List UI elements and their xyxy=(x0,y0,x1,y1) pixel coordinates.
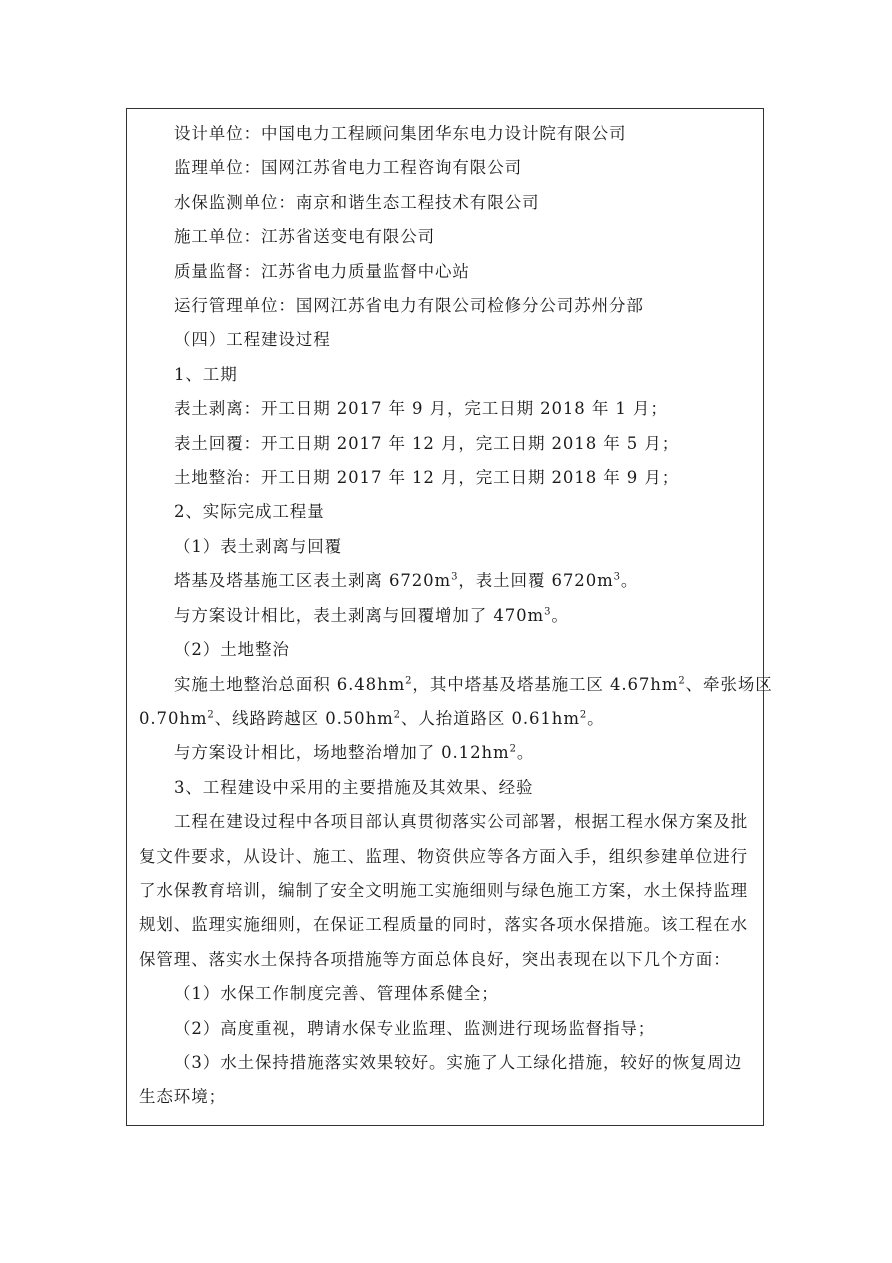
operation-unit-line: 运行管理单位：国网江苏省电力有限公司检修分公司苏州分部 xyxy=(174,296,644,316)
land-area-line-cont: $0.70hm^2$、线路跨越区 $0.50hm^2$、人抬道路区 $0.61hm^2$。 xyxy=(139,708,605,728)
topsoil-compare-line: 与方案设计相比，表土剥离与回覆增加了 $470m^3$。 xyxy=(174,605,569,625)
measures-paragraph-line: 工程在建设过程中各项目部认真贯彻落实公司部署，根据工程水保方案及批 xyxy=(174,812,749,832)
document-body xyxy=(127,109,773,1115)
schedule-item: 土地整治：开工日期 2017 年 12 月，完工日期 2018 年 9 月； xyxy=(174,468,680,488)
document-frame xyxy=(126,108,773,1126)
land-compare-line: 与方案设计相比，场地整治增加了 $0.12hm^2$。 xyxy=(174,743,535,763)
measure-point-cont: 生态环境； xyxy=(139,1087,226,1107)
measures-paragraph-line: 保管理、落实水土保持各项措施等方面总体良好，突出表现在以下几个方面： xyxy=(139,949,731,969)
measures-paragraph-line: 复文件要求，从设计、施工、监理、物资供应等各方面入手，组织参建单位进行 xyxy=(139,846,748,866)
schedule-heading: 1、工期 xyxy=(174,364,238,384)
measure-point: （2）高度重视，聘请水保专业监理、监测进行现场监督指导； xyxy=(174,1018,656,1038)
design-unit-line: 设计单位：中国电力工程顾问集团华东电力设计院有限公司 xyxy=(174,124,627,143)
land-subheading: （2）土地整治 xyxy=(174,640,290,660)
schedule-item: 表土回覆：开工日期 2017 年 12 月，完工日期 2018 年 5 月； xyxy=(174,433,680,453)
section-title: （四）工程建设过程 xyxy=(174,330,331,350)
monitoring-unit-line: 水保监测单位：南京和谐生态工程技术有限公司 xyxy=(174,192,540,212)
topsoil-quantity-line: 塔基及塔基施工区表土剥离 $6720m^3$，表土回覆 $6720m^3$。 xyxy=(174,571,639,591)
land-area-line: 实施土地整治总面积 $6.48hm^2$，其中塔基及塔基施工区 $4.67hm^2$、牵张场区 xyxy=(174,674,773,694)
measure-point: （1）水保工作制度完善、管理体系健全； xyxy=(174,984,499,1004)
measure-point: （3）水土保持措施落实效果较好。实施了人工绿化措施，较好的恢复周边 xyxy=(174,1052,743,1072)
supervision-unit-line: 监理单位：国网江苏省电力工程咨询有限公司 xyxy=(174,158,522,178)
construction-unit-line: 施工单位：江苏省送变电有限公司 xyxy=(174,227,435,247)
topsoil-subheading: （1）表土剥离与回覆 xyxy=(174,536,342,556)
measures-paragraph-line: 了水保教育培训，编制了安全文明施工实施细则与绿色施工方案，水土保持监理 xyxy=(139,880,748,900)
measures-heading: 3、工程建设中采用的主要措施及其效果、经验 xyxy=(174,777,534,797)
quantities-heading: 2、实际完成工程量 xyxy=(174,502,325,522)
quality-supervision-line: 质量监督：江苏省电力质量监督中心站 xyxy=(174,261,470,281)
measures-paragraph-line: 规划、监理实施细则，在保证工程质量的同时，落实各项水保措施。该工程在水 xyxy=(139,915,748,935)
schedule-item: 表土剥离：开工日期 2017 年 9 月，完工日期 2018 年 1 月； xyxy=(174,399,668,419)
